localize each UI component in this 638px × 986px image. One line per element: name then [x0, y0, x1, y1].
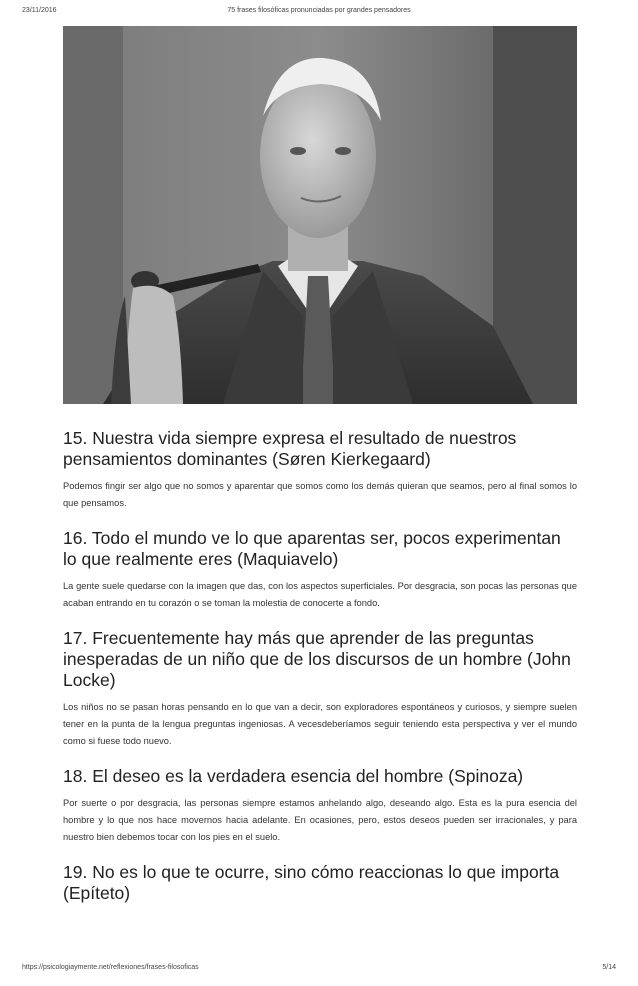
- quote-heading: 19. No es lo que te ocurre, sino cómo reaccionas lo que importa (Epíteto): [63, 862, 560, 903]
- quote-heading: 16. Todo el mundo ve lo que aparentas ser, pocos experimentan lo que realmente eres (Maquiavelo): [63, 528, 561, 569]
- quote-section-16: [63, 528, 577, 612]
- quote-heading: 15. Nuestra vida siempre expresa el resultado de nuestros pensamientos dominantes (Søren Kierkegaard): [63, 428, 517, 469]
- print-date: 23/11/2016: [22, 7, 57, 14]
- quote-heading: 18. El deseo es la verdadera esencia del hombre (Spinoza): [63, 766, 524, 786]
- page-number: 5/14: [602, 964, 616, 971]
- print-url: https://psicologiaymente.net/reflexiones/frases-filosoficas: [22, 964, 199, 971]
- quote-heading: 17. Frecuentemente hay más que aprender de las preguntas inesperadas de un niño que de los discursos de un hombre (John Locke): [63, 628, 571, 690]
- portrait-photo: [63, 26, 577, 404]
- quote-body: La gente suele quedarse con la imagen que das, con los aspectos superficiales. Por desgracia, son pocas las personas que acaban entrando en tu corazón o se toman la molestia de conocerte a fondo.: [63, 581, 577, 608]
- article-content: [63, 428, 577, 920]
- quote-section-19: [63, 862, 577, 904]
- quote-body: Por suerte o por desgracia, las personas siempre estamos anhelando algo, deseando algo. Esta es la pura esencia del hombre y lo que nos hace movernos hacia adelante. En ocasiones, pero, estos deseos pueden ser irracionales, y para nuestro bien debemos tocar con los pies en el suelo.: [63, 798, 577, 842]
- quote-body: Los niños no se pasan horas pensando en lo que van a decir, son exploradores espontáneos y curiosos, y siempre suelen tener en la punta de la lengua preguntas ingeniosas. A vecesdeberíamos seguir teniendo esta perspectiva y ver el mundo como si fuese todo nuevo.: [63, 702, 577, 746]
- print-footer: [22, 964, 616, 976]
- quote-section-17: [63, 628, 577, 750]
- quote-section-15: [63, 428, 577, 512]
- print-title: 75 frases filosóficas pronunciadas por grandes pensadores: [227, 7, 411, 14]
- print-header: [22, 7, 616, 19]
- quote-body: Podemos fingir ser algo que no somos y aparentar que somos como los demás quieran que seamos, pero al final somos lo que pensamos.: [63, 481, 577, 508]
- quote-section-18: [63, 766, 577, 846]
